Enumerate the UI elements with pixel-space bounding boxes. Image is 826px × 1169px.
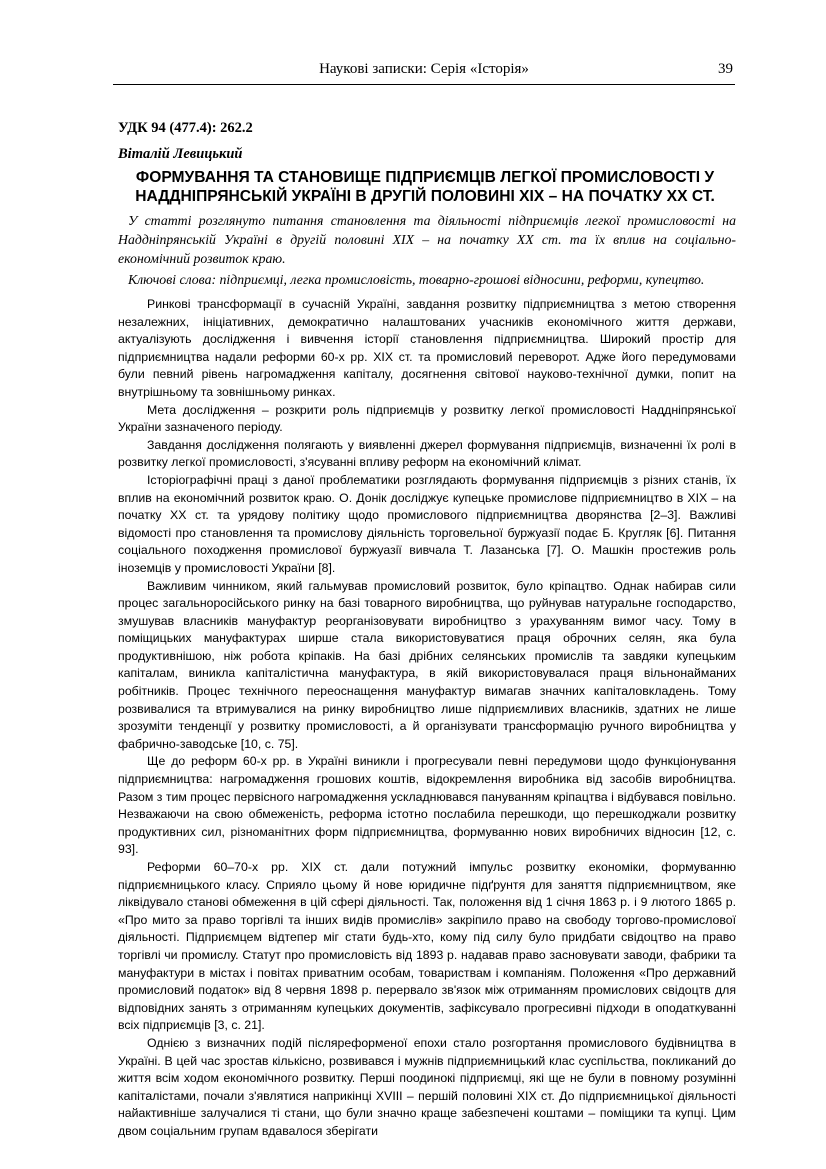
article-title: ФОРМУВАННЯ ТА СТАНОВИЩЕ ПІДПРИЄМЦІВ ЛЕГКОЇ ПРОМИСЛОВОСТІ У НАДДНІПРЯНСЬКІЙ УКРАЇНІ В ДРУГІЙ ПОЛОВИНІ ХІХ – НА ПОЧАТКУ ХХ СТ.	[135, 169, 715, 205]
paragraph: Однією з визначних подій післяреформеної епохи стало розгортання промислового будівництва в Україні. В цей час зростав кількісно, розвивався і мужнів підприємницький клас суспільства, покликаний до життя всім ходом економічного розвитку. Перші поодинокі підприємці, які ще не були в повному розумінні капіталістами, почали з'являтися наприкінці XVIII – першій половині ХІХ ст. До підприємницької діяльності найактивніше залучалися ті стани, що були значно краще забезпечені коштами – поміщики та купці. Цим двом соціальним групам вдавалося зберігати	[118, 1035, 736, 1138]
paragraph: Ринкові трансформації в сучасній Україні, завдання розвитку підприємництва з метою створення незалежних, ініціативних, демократично налаштованих учасників економічного життя держави, актуалізують дослідження і вивчення історії становлення підприємництва. Широкий простір для підприємництва надали реформи 60-х рр. ХІХ ст. та промисловий переворот. Адже його передумовами були певний рівень нагромадження капіталу, досягнення світової науково-технічної думки, попит на внутрішньому та зовнішньому ринках.	[118, 297, 736, 399]
article-body	[118, 296, 736, 1141]
udk-code: УДК 94 (477.4): 262.2	[118, 120, 253, 136]
paragraph: Історіографічні праці з даної проблематики розглядають формування підприємців з різних станів, їх вплив на економічний розвиток краю. О. Донік досліджує купецьке промислове підприємництво в ХІХ – на початку ХХ ст. та урядову політику щодо промислового підприємництва дворянства [2–3]. Важливі відомості про становлення та промислову діяльність торговельної буржуазії подає Б. Кругляк [6]. Питання соціального походження промислової буржуазії вивчала Т. Лазанська [7]. О. Машкін простежив роль іноземців у промисловості України [8].	[118, 472, 736, 575]
paragraph: Ще до реформ 60-х рр. в Україні виникли і прогресували певні передумови щодо функціонування підприємництва: нагромадження грошових коштів, відокремлення виробника від засобів виробництва. Разом з тим процес первісного нагромадження ускладнювався пануванням кріпацтва і відбувався повільно. Незважаючи на свою обмеженість, реформа істотно послабила перешкоди, що перешкоджали розвитку продуктивних сил, різноманітних форм підприємництва, формуванню нових виробничих відносин [12, с. 93].	[118, 754, 736, 857]
paragraph: Завдання дослідження полягають у виявленні джерел формування підприємців, визначенні їх ролі в розвитку легкої промисловості, з'ясуванні впливу реформ на економічний клімат.	[118, 437, 736, 470]
paragraph: Мета дослідження – розкрити роль підприємців у розвитку легкої промисловості Наддніпрянської України зазначеного періоду.	[118, 402, 736, 435]
paragraph: Реформи 60–70-х рр. ХІХ ст. дали потужний імпульс розвитку економіки, формуванню підприємницького класу. Сприяло цьому й нове юридичне підґрунтя для заняття підприємництвом, яке ліквідувало станові обмеження в цій сфері діяльності. Так, положення від 1 січня 1863 р. і 9 лютого 1865 р. «Про мито за право торгівлі та інших видів промислів» закріпило право на свободу торгово-промислової діяльності. Підприємцем відтепер міг стати будь-хто, кому під силу було придбати свідоцтво на право торгівлі чи промислу. Статут про промисловість від 1893 р. надавав право засновувати заводи, фабрики та мануфактури в містах і повітах приватним особам, товариствам і компаніям. Положення «Про державний промисловий податок» від 8 червня 1898 р. перервало зв'язок між отриманням промислових свідоцтв для відповідних занять з отриманням купецьких документів, зафіксувало прогресивні підходи в оподаткуванні всіх підприємців [3, с. 21].	[118, 860, 736, 1033]
abstract: У статті розглянуто питання становлення та діяльності підприємців легкої промисловості на Наддніпрянській Україні в другій половині ХІХ – на початку ХХ ст. та їх вплив на соціально-економічний розвиток краю.	[118, 213, 736, 266]
keywords: Ключові слова: підприємці, легка промисловість, товарно-грошові відносини, реформи, купецтво.	[128, 272, 705, 287]
author-name: Віталій Левицький	[118, 146, 243, 162]
running-head	[113, 58, 735, 85]
journal-title: Наукові записки: Серія «Історія»	[319, 61, 529, 77]
page-number: 39	[718, 61, 733, 77]
paragraph: Важливим чинником, який гальмував промисловий розвиток, було кріпацтво. Однак набирав сили процес загальноросійського ринку на базі товарного виробництва, що руйнував натуральне господарство, змушував власників мануфактур реорганізовувати виробництво з урахуванням вимог часу. Тому в поміщицьких мануфактурах ширше стала використовуватися праця оброчних селян, яка була продуктивнішою, ніж робота кріпаків. На базі дрібних селянських промислів та завдяки купецьким капіталам, виникла капіталістична мануфактура, в якій використовувалася праця вільнонайманих робітників. Процес технічного переоснащення мануфактур вимагав значних капіталовкладень. Тому розвивалися та втримувалися на ринку виробництво лише підприємливих власників, здатних не лише зрозуміти тенденції у розвитку промисловості, а й організувати трансформацію ручного виробництва у фабрично-заводське [10, с. 75].	[118, 578, 736, 751]
